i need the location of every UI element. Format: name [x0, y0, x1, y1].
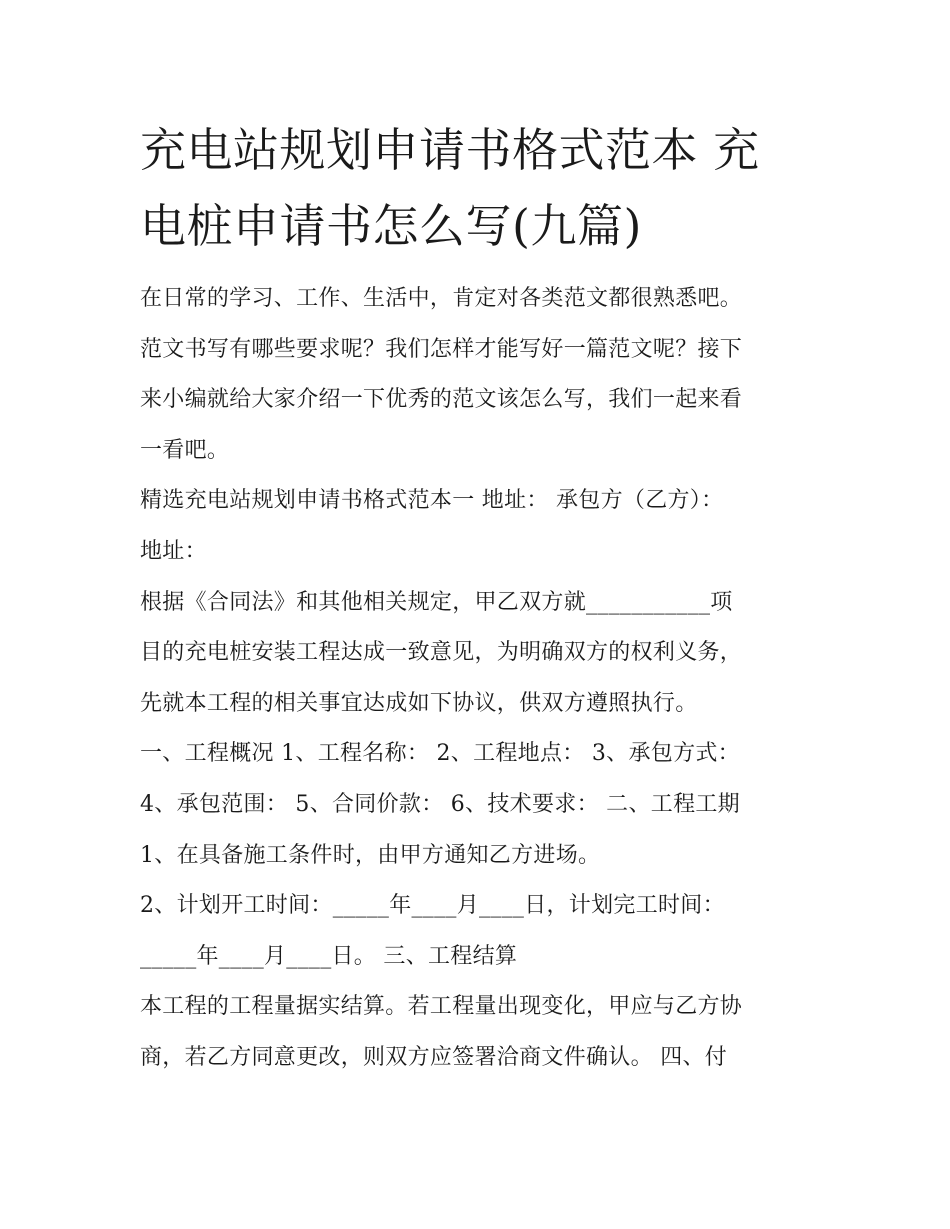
text-line: 一看吧。	[140, 437, 230, 463]
text-line: 2、计划开工时间：_____年____月____日，计划完工时间：	[140, 893, 725, 919]
text-line: 地址：	[140, 538, 207, 564]
text-line: 一、工程概况 1、工程名称： 2、工程地点： 3、承包方式：	[140, 741, 740, 767]
text-line: 精选充电站规划申请书格式范本一 地址： 承包方（乙方）：	[140, 488, 724, 514]
document-title	[140, 112, 820, 264]
text-line: 根据《合同法》和其他相关规定，甲乙双方就___________项	[140, 589, 733, 615]
text-line: 先就本工程的相关事宜达成如下协议，供双方遵照执行。	[140, 690, 698, 716]
text-line: 范文书写有哪些要求呢？我们怎样才能写好一篇范文呢？接下	[140, 336, 743, 362]
text-line: 在日常的学习、工作、生活中，肯定对各类范文都很熟悉吧。	[140, 286, 743, 311]
text-line: 来小编就给大家介绍一下优秀的范文该怎么写，我们一起来看	[140, 387, 743, 413]
text-line: 本工程的工程量据实结算。若工程量出现变化，甲应与乙方协	[140, 994, 743, 1020]
text-line: 4、承包范围： 5、合同价款： 6、技术要求： 二、工程工期	[140, 791, 740, 817]
title-line: 电桩申请书怎么写(九篇)	[140, 199, 642, 253]
text-line: 目的充电桩安装工程达成一致意见，为明确双方的权利义务，	[140, 640, 743, 666]
text-line: 商，若乙方同意更改，则双方应签署洽商文件确认。 四、付	[140, 1044, 728, 1070]
text-line: 1、在具备施工条件时，由甲方通知乙方进场。	[140, 842, 601, 868]
text-line: _____年____月____日。 三、工程结算	[140, 943, 518, 969]
title-line: 充电站规划申请书格式范本 充	[140, 123, 760, 177]
document-body	[140, 274, 820, 1084]
